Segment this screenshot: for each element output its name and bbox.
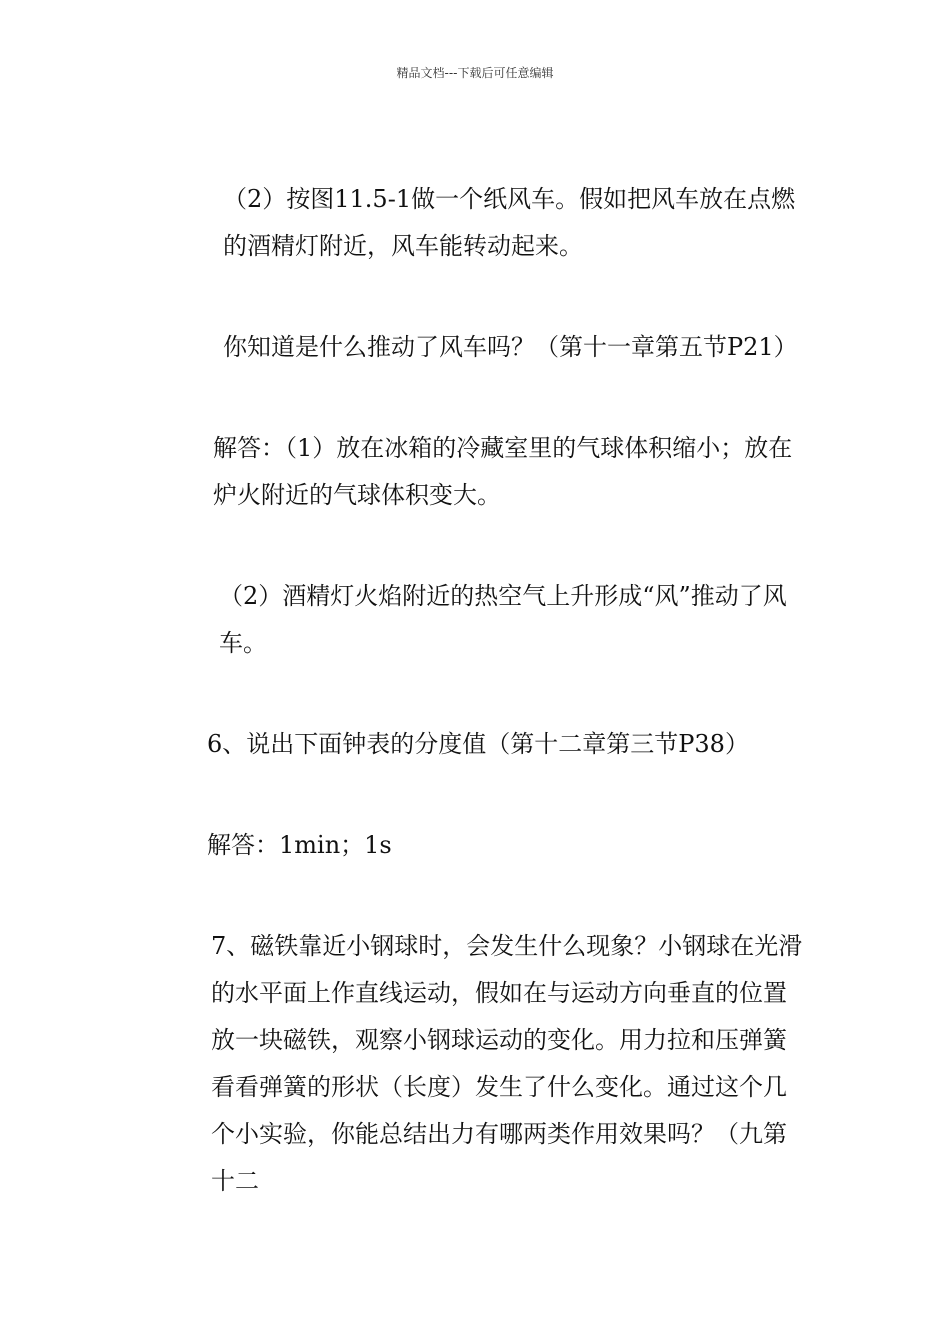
- paragraph-question-magnet: 7、磁铁靠近小钢球时，会发生什么现象？小钢球在光滑的水平面上作直线运动，假如在与运动方向垂直的位置放一块磁铁，观察小钢球运动的变化。用力拉和压弹簧看看弹簧的形状（长度）发生了什么变化。通过这个几个小实验，你能总结出力有哪两类作用效果吗？（九第十二: [211, 932, 803, 1195]
- document-body: [145, 176, 807, 1205]
- paragraph-pinwheel-instruction: （2）按图11.5-1做一个纸风车。假如把风车放在点燃的酒精灯附近，风车能转动起来。: [223, 185, 796, 260]
- paragraph-pinwheel-question: 你知道是什么推动了风车吗？（第十一章第五节P21）: [223, 333, 798, 361]
- paragraph-answer-pinwheel: （2）酒精灯火焰附近的热空气上升形成“风”推动了风车。: [219, 582, 787, 657]
- paragraph-question-clock: 6、说出下面钟表的分度值（第十二章第三节P38）: [207, 730, 749, 758]
- page-header: 精品文档---下载后可任意编辑: [396, 66, 554, 80]
- paragraph-answer-balloon: 解答：（1）放在冰箱的冷藏室里的气球体积缩小；放在炉火附近的气球体积变大。: [213, 434, 793, 509]
- paragraph-answer-clock: 解答：1min；1s: [207, 831, 392, 859]
